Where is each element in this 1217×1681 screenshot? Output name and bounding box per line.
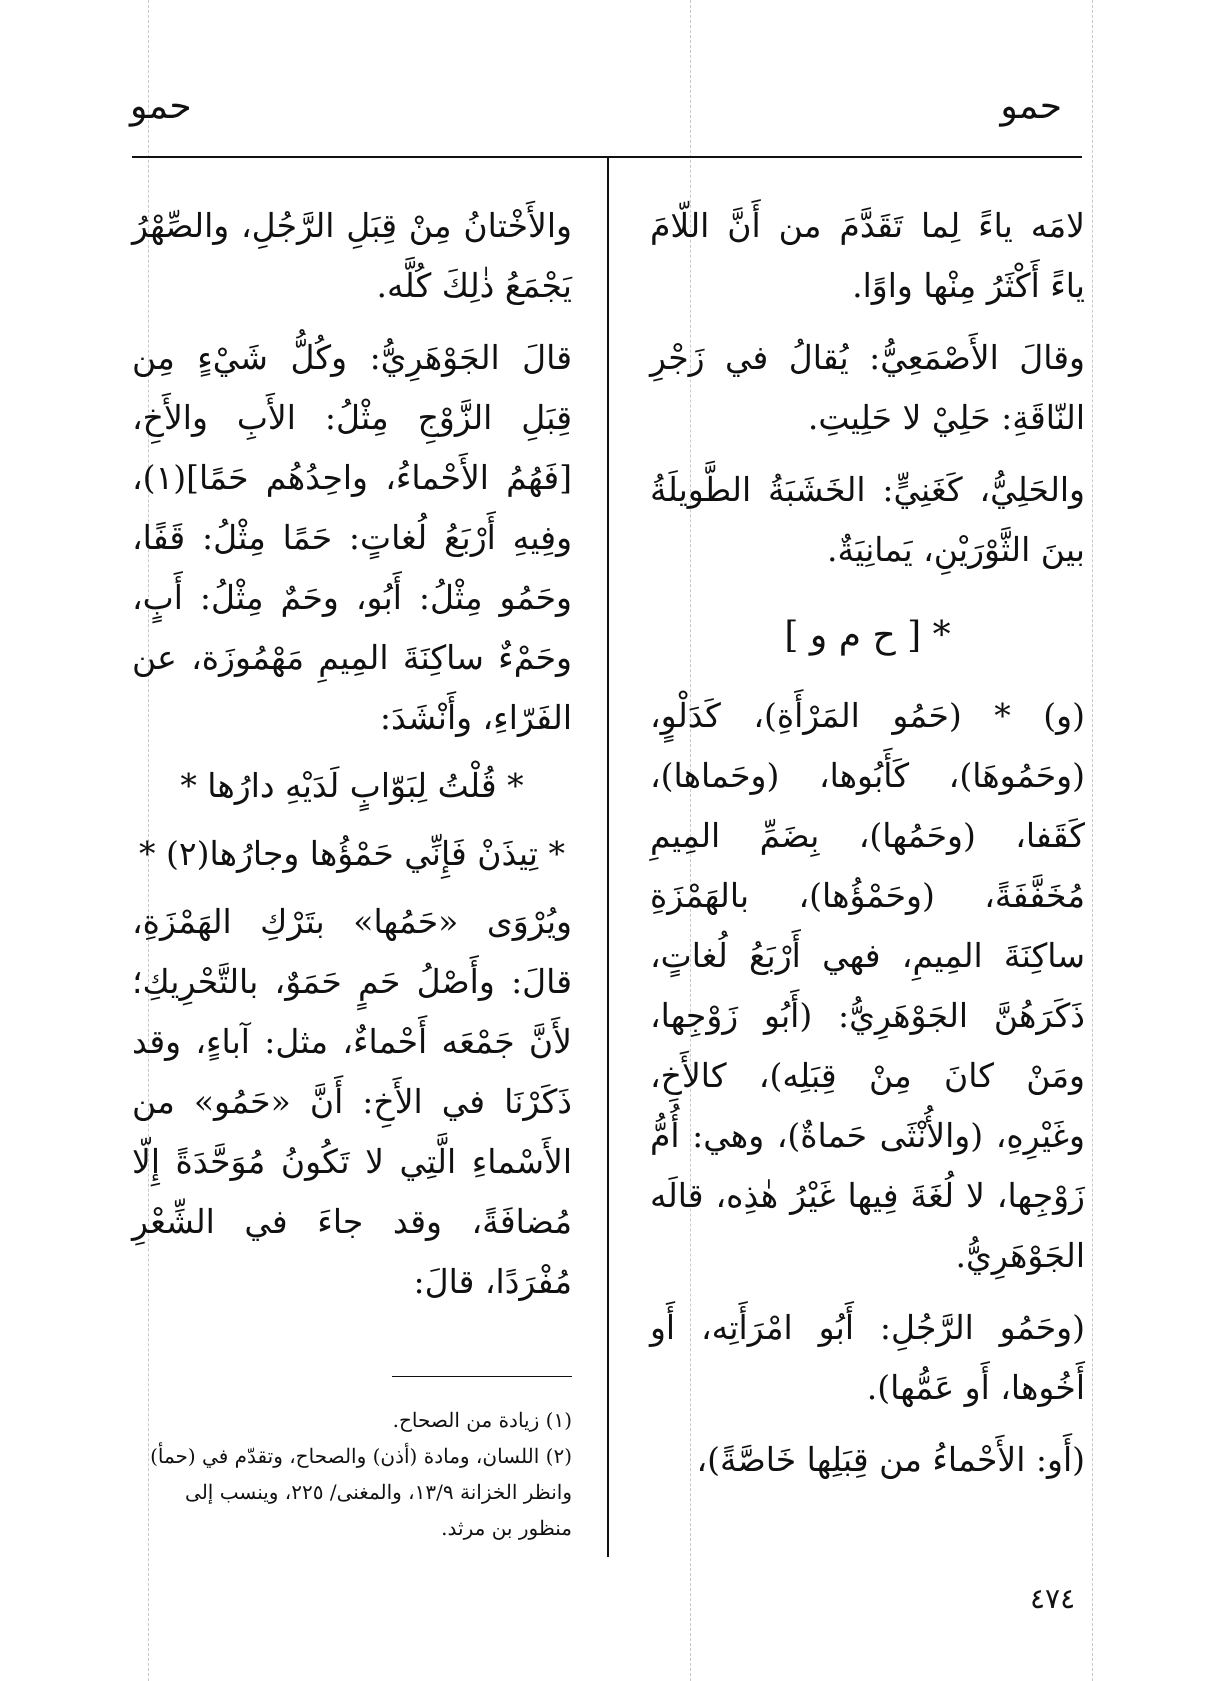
right-column [650,196,1085,1498]
paragraph: قالَ الجَوْهَرِيُّ: وكُلُّ شَيْءٍ مِن قِبَلِ الزَّوْجِ مِثْلُ: الأَبِ والأَخِ، [فَهُمُ الأَحْماءُ، واحِدُهُم حَمًا](١)، وفِيهِ أَرْبَعُ لُغاتٍ: حَمًا مِثْلُ: قَفًا، وحَمُو مِثْلُ: أَبُو، وحَمٌ مِثْلُ: أَبٍ، وحَمْءٌ ساكِنَةَ المِيمِ مَهْمُوزَة، عن الفَرّاءِ، وأَنْشَدَ: [132,338,572,737]
paragraph: لامَه ياءً لِما تَقَدَّمَ من أَنَّ اللّامَ ياءً أَكْثَرُ مِنْها واوًا. [650,206,1085,305]
column-divider [607,157,609,1557]
footnotes [132,1402,572,1546]
left-column [132,196,572,1320]
running-header-right: حمو [1000,86,1062,127]
paragraph: والأَخْتانُ مِنْ قِبَلِ الرَّجُلِ، والصِّهْرُ يَجْمَعُ ذٰلِكَ كُلَّه. [132,206,572,305]
paragraph: (وحَمُو الرَّجُلِ: أَبُو امْرَأَتِه، أَو أَخُوها، أَو عَمُّها). [650,1308,1085,1407]
footnote-rule [392,1376,572,1377]
verse-line: * تِيذَنْ فَإِنِّي حَمْؤُها وجارُها(٢) * [139,834,565,873]
footnote: (٢) اللسان، ومادة (أذن) والصحاح، وتقدّم في (حمأ) وانظر الخزانة ١٣/٩، والمغنى/ ٢٢٥، وينسب إلى منظور بن مرثد. [150,1444,572,1540]
paragraph: (أَو: الأَحْماءُ من قِبَلِها خَاصَّةً)، [696,1440,1085,1479]
scan-crease-line [1092,0,1093,1681]
paragraph: (و) * (حَمُو المَرْأَةِ)، كَدَلْوٍ، (وحَمُوهَا)، كَأَبُوها، (وحَماها)، كَقَفا، (وحَمُها)، بِضَمِّ المِيمِ مُخَفَّفَةً، (وحَمْؤُها)، بالهَمْزَةِ ساكِنَةَ المِيمِ، فهي أَرْبَعُ لُغاتٍ، ذَكَرَهُنَّ الجَوْهَرِيُّ: (أَبُو زَوْجِها، ومَنْ كانَ مِنْ قِبَلِه)، كالأَخِ، وغَيْرِهِ، (والأُنْثَى حَماةٌ)، وهي: أُمُّ زَوْجِها، لا لُغَةَ فِيها غَيْرُ هٰذِه، قالَه الجَوْهَرِيُّ. [650,696,1085,1275]
entry-heading: * [ ح م و ] [784,615,951,656]
paragraph: ويُرْوَى «حَمُها» بتَرْكِ الهَمْزَةِ، قالَ: وأَصْلُ حَمٍ حَمَوٌ، بالتَّحْرِيكِ؛ لأَنَّ جَمْعَه أَحْماءٌ، مثل: آباءٍ، وقد ذَكَرْنَا في الأَخِ: أَنَّ «حَمُو» من الأَسْماءِ الَّتِي لا تَكُونُ مُوَحَّدَةً إِلّا مُضافَةً، وقد جاءَ في الشِّعْرِ مُفْرَدًا، قالَ: [132,902,572,1301]
paragraph: والحَلِيُّ، كَغَنِيٍّ: الخَشَبَةُ الطَّويلَةُ بينَ الثَّوْرَيْنِ، يَمانِيَةٌ. [650,470,1085,569]
paragraph: وقالَ الأَصْمَعِيُّ: يُقالُ في زَجْرِ النّاقَةِ: حَلِيْ لا حَلِيتِ. [650,338,1085,437]
footnote: (١) زيادة من الصحاح. [392,1408,572,1432]
running-header-left: حمو [130,86,192,127]
page-number: ٤٧٤ [1030,1582,1076,1615]
verse-line: * قُلْتُ لِبَوّابٍ لَدَيْهِ دارُها * [180,766,524,805]
